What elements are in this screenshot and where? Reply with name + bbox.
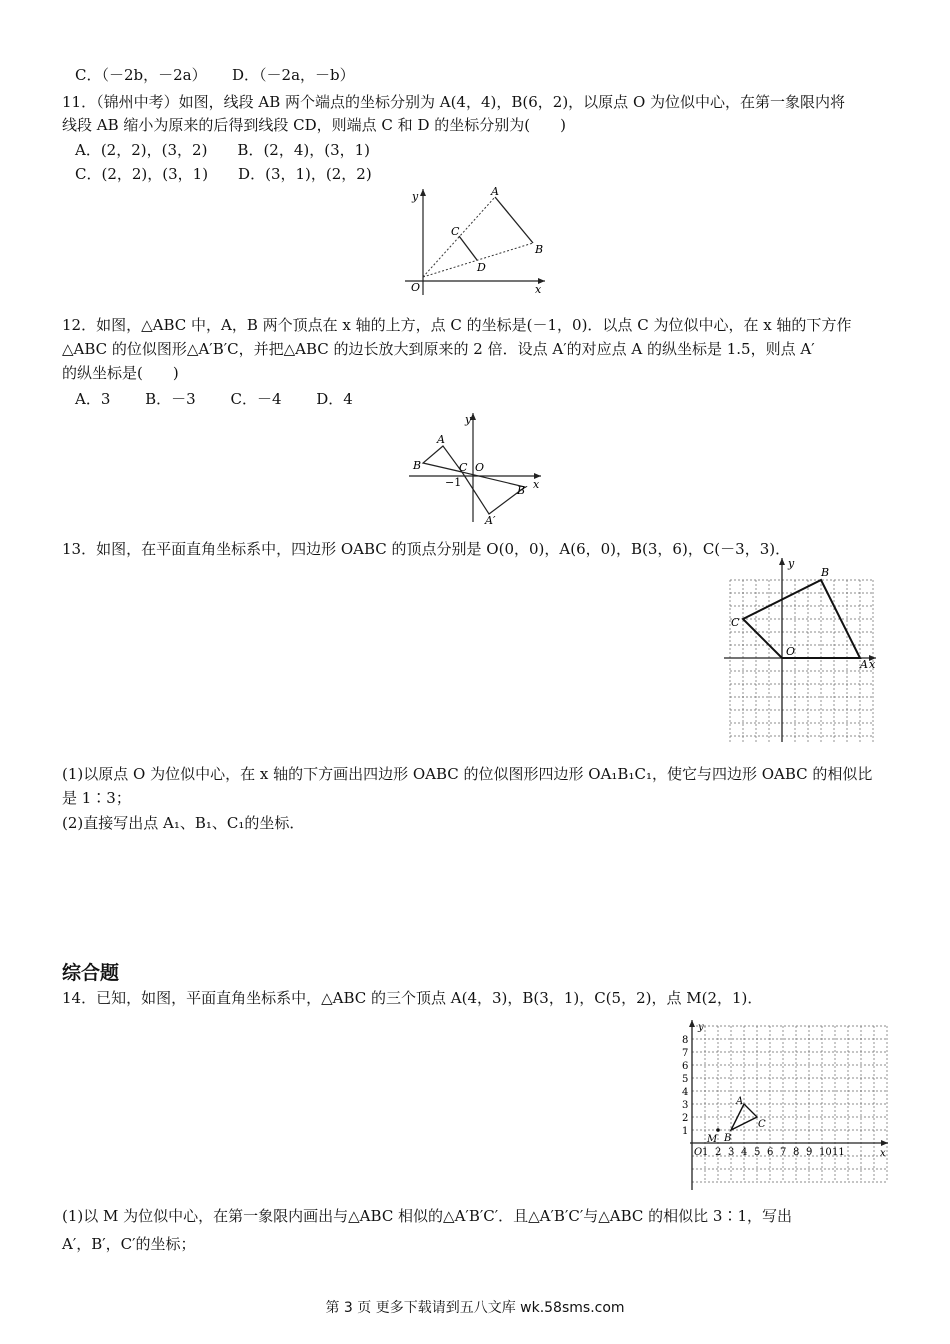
q11-figure	[395, 183, 555, 300]
q12-label-a-prime: A′	[485, 514, 496, 527]
q11-options-row2: C．(2，2)，(3，1) D．(3，1)，(2，2)	[75, 165, 372, 183]
q13-stem: 13．如图，在平面直角坐标系中，四边形 OABC 的顶点分别是 O(0，0)，A(6，0)，B(3，6)，C(－3，3)．	[62, 540, 791, 558]
q11-label-x: x	[535, 283, 542, 296]
q11-label-o: O	[411, 281, 421, 294]
x-tick-label: 4	[741, 1147, 748, 1158]
q11-label-y: y	[412, 190, 419, 203]
q10-option-c: C．（－2b，－2a）	[75, 66, 207, 84]
q12-label-b: B	[413, 459, 422, 472]
y-tick-label: 1	[682, 1126, 689, 1137]
q11-options-row1: A．(2，2)，(3，2) B．(2，4)，(3，1)	[75, 141, 371, 159]
y-tick-label: 2	[682, 1113, 689, 1124]
q14-label-b: B	[724, 1133, 732, 1144]
x-tick-label: 1	[702, 1147, 709, 1158]
q12-label-x: x	[533, 478, 540, 491]
q12-options: A．3 B．－3 C．－4 D．4	[75, 390, 353, 408]
q12-label-neg1: −1	[445, 476, 462, 489]
q13-figure	[720, 556, 880, 744]
q14-part1-line1: (1)以 M 为位似中心，在第一象限内画出与△ABC 相似的△A′B′C′．且△A′B′C′与△ABC 的相似比 3∶1，写出	[62, 1207, 793, 1225]
q12-label-a: A	[437, 433, 445, 446]
q14-label-x: x	[880, 1148, 886, 1159]
q11-label-a: A	[491, 185, 499, 198]
q11-label-b: B	[535, 243, 544, 256]
q11-label-d: D	[477, 261, 486, 274]
q13-label-o: O	[786, 645, 796, 658]
q14-figure	[674, 1018, 890, 1193]
q13-label-c: C	[731, 616, 740, 629]
y-tick-label: 6	[682, 1061, 689, 1072]
x-tick-label: 11	[832, 1147, 845, 1158]
x-tick-label: 8	[793, 1147, 800, 1158]
q10-option-d: D．（－2a，－b）	[232, 66, 355, 84]
q14-part1-line2: A′，B′，C′的坐标；	[62, 1235, 196, 1253]
x-tick-label: 6	[767, 1147, 774, 1158]
q12-stem-line3: 的纵坐标是( )	[62, 364, 179, 382]
q12-stem-line2: △ABC 的位似图形△A′B′C，并把△ABC 的边长放大到原来的 2 倍．设点 A′的对应点 A 的纵坐标是 1.5，则点 A′	[62, 340, 815, 358]
q12-label-o: O	[475, 461, 485, 474]
q13-label-y: y	[788, 557, 795, 570]
q12-label-y: y	[465, 413, 472, 426]
q11-stem-line2: 线段 AB 缩小为原来的后得到线段 CD，则端点 C 和 D 的坐标分别为( )	[62, 116, 566, 134]
y-tick-label: 7	[682, 1048, 689, 1059]
x-tick-label: 10	[819, 1147, 832, 1158]
q14-label-m: M	[707, 1134, 718, 1145]
q13-label-b: B	[821, 566, 830, 579]
q13-part2: (2)直接写出点 A₁、B₁、C₁的坐标．	[62, 814, 305, 832]
x-tick-label: 7	[780, 1147, 787, 1158]
x-tick-label: 3	[728, 1147, 735, 1158]
q13-label-x: x	[869, 658, 876, 671]
x-tick-label: 2	[715, 1147, 722, 1158]
q14-label-c: C	[758, 1119, 766, 1130]
q12-label-b-prime: B′	[517, 484, 528, 497]
q14-stem: 14．已知，如图，平面直角坐标系中，△ABC 的三个顶点 A(4，3)，B(3，1)，C(5，2)，点 M(2，1)．	[62, 989, 763, 1007]
q13-part1-line1: (1)以原点 O 为位似中心，在 x 轴的下方画出四边形 OABC 的位似图形四边形 OA₁B₁C₁，使它与四边形 OABC 的相似比	[62, 765, 873, 783]
q12-figure	[405, 410, 545, 527]
q14-label-a: A	[736, 1096, 744, 1107]
q12-stem-line1: 12．如图，△ABC 中，A，B 两个顶点在 x 轴的上方，点 C 的坐标是(－1，0)．以点 C 为位似中心，在 x 轴的下方作	[62, 316, 852, 334]
q13-part1-line2: 是 1∶3；	[62, 789, 131, 807]
q13-label-a: A	[860, 658, 868, 671]
y-tick-label: 3	[682, 1100, 689, 1111]
page-footer: 第 3 页 更多下载请到五八文库 wk.58sms.com	[325, 1300, 625, 1316]
y-tick-label: 4	[682, 1087, 689, 1098]
y-tick-label: 8	[682, 1035, 689, 1046]
q11-label-c: C	[451, 225, 460, 238]
q14-label-o: O	[694, 1147, 703, 1158]
x-tick-label: 5	[754, 1147, 761, 1158]
q12-label-c: C	[459, 461, 468, 474]
section-title: 综合题	[62, 962, 120, 984]
x-tick-label: 9	[806, 1147, 813, 1158]
q14-label-y: y	[698, 1022, 704, 1033]
y-tick-label: 5	[682, 1074, 689, 1085]
q11-stem-line1: 11．（锦州中考）如图，线段 AB 两个端点的坐标分别为 A(4，4)，B(6，2)，以原点 O 为位似中心，在第一象限内将	[62, 93, 846, 111]
